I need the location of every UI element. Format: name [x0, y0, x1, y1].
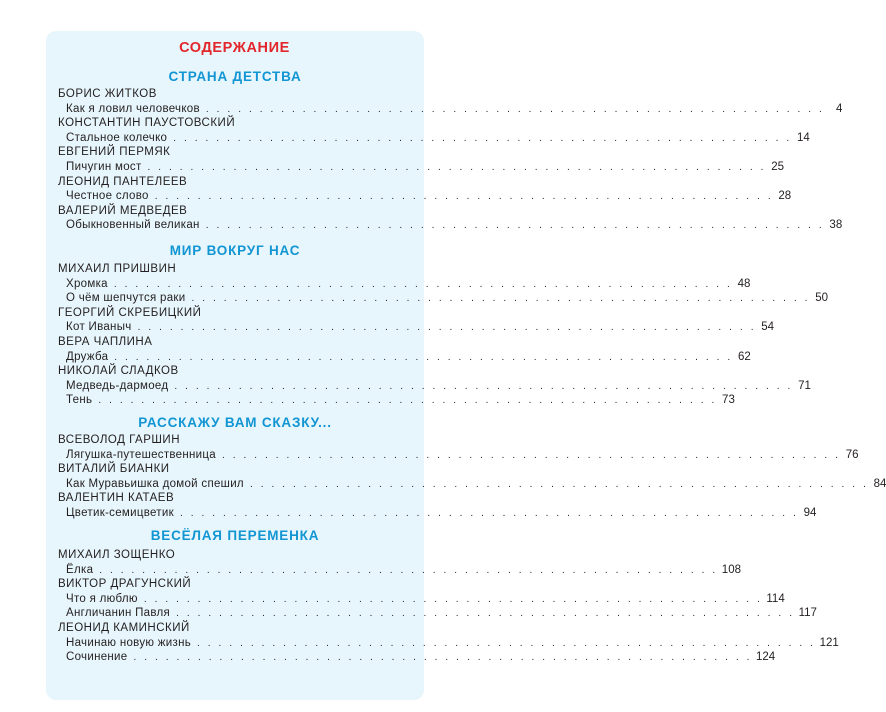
- section-heading: ВЕСЁЛАЯ ПЕРЕМЕНКА: [150, 528, 320, 543]
- page-number: 71: [798, 379, 811, 392]
- dot-leader: . . . . . . . . . . . . . . . . . . . . . . . . . . . . . . . . . . . . . . . . . . . . . . . . . . . . . . . . . .: [143, 593, 763, 605]
- toc-entry[interactable]: [66, 277, 751, 292]
- toc-entry[interactable]: [66, 650, 776, 665]
- toc-entry[interactable]: [66, 160, 785, 175]
- author-name: КОНСТАНТИН ПАУСТОВСКИЙ: [58, 117, 236, 130]
- toc-entry[interactable]: [66, 291, 828, 306]
- work-title: О чём шепчутся раки: [66, 292, 186, 305]
- page-number: 121: [819, 636, 839, 649]
- author-name: ВЕРА ЧАПЛИНА: [58, 336, 153, 348]
- work-title: Сочинение: [66, 651, 128, 664]
- author-name: ВИКТОР ДРАГУНСКИЙ: [58, 578, 192, 591]
- toc-entry[interactable]: [66, 606, 817, 621]
- page-number: 48: [737, 277, 751, 290]
- work-title: Обыкновенный великан: [66, 219, 200, 232]
- author-name: ЕВГЕНИЙ ПЕРМЯК: [58, 146, 171, 159]
- work-title: Пичугин мост: [66, 161, 142, 173]
- dot-leader: . . . . . . . . . . . . . . . . . . . . . . . . . . . . . . . . . . . . . . . . . . . . . . . . . . . . . . . . . .: [154, 191, 774, 203]
- work-title: Дружба: [66, 350, 109, 363]
- work-title: Стальное колечко: [66, 131, 168, 144]
- page-number: 114: [766, 592, 785, 605]
- dot-leader: . . . . . . . . . . . . . . . . . . . . . . . . . . . . . . . . . . . . . . . . . . . . . . . . . . . . . . . . . .: [174, 380, 793, 392]
- toc-entry[interactable]: [66, 477, 886, 492]
- section-heading: МИР ВОКРУГ НАС: [169, 243, 301, 258]
- page-number: 124: [756, 651, 776, 664]
- author-name: НИКОЛАЙ СЛАДКОВ: [58, 365, 179, 378]
- page-number: 108: [721, 563, 741, 576]
- toc-entry[interactable]: [66, 350, 751, 365]
- dot-leader: . . . . . . . . . . . . . . . . . . . . . . . . . . . . . . . . . . . . . . . . . . . . . . . . . . . . . . . . . .: [133, 652, 752, 664]
- dot-leader: . . . . . . . . . . . . . . . . . . . . . . . . . . . . . . . . . . . . . . . . . . . . . . . . . . . . . . . . . .: [191, 293, 810, 305]
- dot-leader: . . . . . . . . . . . . . . . . . . . . . . . . . . . . . . . . . . . . . . . . . . . . . . . . . . . . . . . . . .: [197, 637, 816, 649]
- page-number: 54: [761, 321, 775, 334]
- toc-entry[interactable]: [66, 131, 810, 146]
- work-title: Англичанин Павля: [66, 607, 171, 620]
- toc-entry[interactable]: [66, 320, 775, 335]
- work-title: Как я ловил человечков: [66, 102, 200, 115]
- dot-leader: . . . . . . . . . . . . . . . . . . . . . . . . . . . . . . . . . . . . . . . . . . . . . . . . . . . . . . . . . .: [113, 278, 733, 290]
- work-title: Что я люблю: [66, 592, 138, 605]
- dot-leader: . . . . . . . . . . . . . . . . . . . . . . . . . . . . . . . . . . . . . . . . . . . . . . . . . . . . . . . . . .: [176, 608, 795, 620]
- dot-leader: . . . . . . . . . . . . . . . . . . . . . . . . . . . . . . . . . . . . . . . . . . . . . . . . . . . . . . . . . .: [99, 564, 718, 576]
- work-title: Лягушка-путешественница: [66, 448, 216, 461]
- dot-leader: . . . . . . . . . . . . . . . . . . . . . . . . . . . . . . . . . . . . . . . . . . . . . . . . . . . . . . . . . .: [114, 351, 733, 363]
- dot-leader: . . . . . . . . . . . . . . . . . . . . . . . . . . . . . . . . . . . . . . . . . . . . . . . . . . . . . . . . . .: [147, 162, 767, 173]
- dot-leader: . . . . . . . . . . . . . . . . . . . . . . . . . . . . . . . . . . . . . . . . . . . . . . . . . . . . . . . . . .: [249, 478, 869, 490]
- author-name: ГЕОРГИЙ СКРЕБИЦКИЙ: [58, 306, 202, 319]
- author-name: ВАЛЕРИЙ МЕДВЕДЕВ: [58, 204, 188, 217]
- author-name: МИХАИЛ ЗОЩЕНКО: [58, 549, 176, 561]
- section-heading: СТРАНА ДЕТСТВА: [168, 69, 302, 84]
- author-name: ВСЕВОЛОД ГАРШИН: [58, 434, 181, 446]
- dot-leader: . . . . . . . . . . . . . . . . . . . . . . . . . . . . . . . . . . . . . . . . . . . . . . . . . . . . . . . . . .: [222, 449, 841, 461]
- work-title: Хромка: [66, 277, 108, 290]
- dot-leader: . . . . . . . . . . . . . . . . . . . . . . . . . . . . . . . . . . . . . . . . . . . . . . . . . . . . . . . . . .: [179, 508, 799, 519]
- author-name: ВАЛЕНТИН КАТАЕВ: [58, 492, 175, 505]
- toc-entry[interactable]: [66, 379, 811, 394]
- page-number: 73: [722, 394, 735, 407]
- author-name: ЛЕОНИД КАМИНСКИЙ: [58, 622, 190, 634]
- work-title: Тень: [66, 394, 93, 407]
- dot-leader: . . . . . . . . . . . . . . . . . . . . . . . . . . . . . . . . . . . . . . . . . . . . . . . . . . . . . . . . . .: [205, 220, 825, 232]
- toc-entry[interactable]: [66, 102, 843, 117]
- page-number: 50: [815, 292, 828, 305]
- work-title: Честное слово: [66, 190, 149, 203]
- author-name: МИХАИЛ ПРИШВИН: [58, 263, 177, 275]
- dot-leader: . . . . . . . . . . . . . . . . . . . . . . . . . . . . . . . . . . . . . . . . . . . . . . . . . . . . . . . . . .: [205, 103, 825, 115]
- work-title: Как Муравьишка домой спешил: [66, 477, 244, 490]
- section-heading: РАССКАЖУ ВАМ СКАЗКУ...: [138, 415, 332, 430]
- author-name: ЛЕОНИД ПАНТЕЛЕЕВ: [58, 175, 188, 188]
- work-title: Ёлка: [66, 563, 94, 576]
- author-name: ВИТАЛИЙ БИАНКИ: [58, 463, 170, 476]
- toc-entry[interactable]: [66, 448, 859, 463]
- toc-entry[interactable]: [66, 636, 839, 651]
- page-number: 76: [845, 448, 859, 461]
- toc-entry[interactable]: [66, 592, 785, 607]
- toc-entry[interactable]: [66, 218, 843, 233]
- page-number: 117: [798, 607, 817, 620]
- work-title: Цветик-семицветик: [66, 507, 174, 519]
- author-name: БОРИС ЖИТКОВ: [58, 88, 157, 100]
- toc-entry[interactable]: [66, 393, 735, 408]
- toc-entry[interactable]: [66, 189, 792, 204]
- page-number: 94: [803, 507, 817, 519]
- work-title: Кот Иваныч: [66, 321, 132, 334]
- page-number: 28: [778, 190, 792, 203]
- work-title: Медведь-дармоед: [66, 379, 169, 392]
- toc-entry[interactable]: [66, 506, 817, 521]
- dot-leader: . . . . . . . . . . . . . . . . . . . . . . . . . . . . . . . . . . . . . . . . . . . . . . . . . . . . . . . . . .: [137, 322, 757, 334]
- dot-leader: . . . . . . . . . . . . . . . . . . . . . . . . . . . . . . . . . . . . . . . . . . . . . . . . . . . . . . . . . .: [98, 395, 717, 407]
- page-number: 38: [829, 219, 843, 232]
- toc-entry[interactable]: [66, 563, 741, 578]
- dot-leader: . . . . . . . . . . . . . . . . . . . . . . . . . . . . . . . . . . . . . . . . . . . . . . . . . . . . . . . . . .: [173, 132, 792, 144]
- page-number: 25: [771, 161, 785, 173]
- page-number: 4: [836, 102, 843, 115]
- page-number: 62: [738, 350, 751, 363]
- page-number: 14: [796, 131, 810, 144]
- work-title: Начинаю новую жизнь: [66, 636, 192, 649]
- page-title: СОДЕРЖАНИЕ: [179, 40, 290, 56]
- page-number: 84: [873, 477, 886, 490]
